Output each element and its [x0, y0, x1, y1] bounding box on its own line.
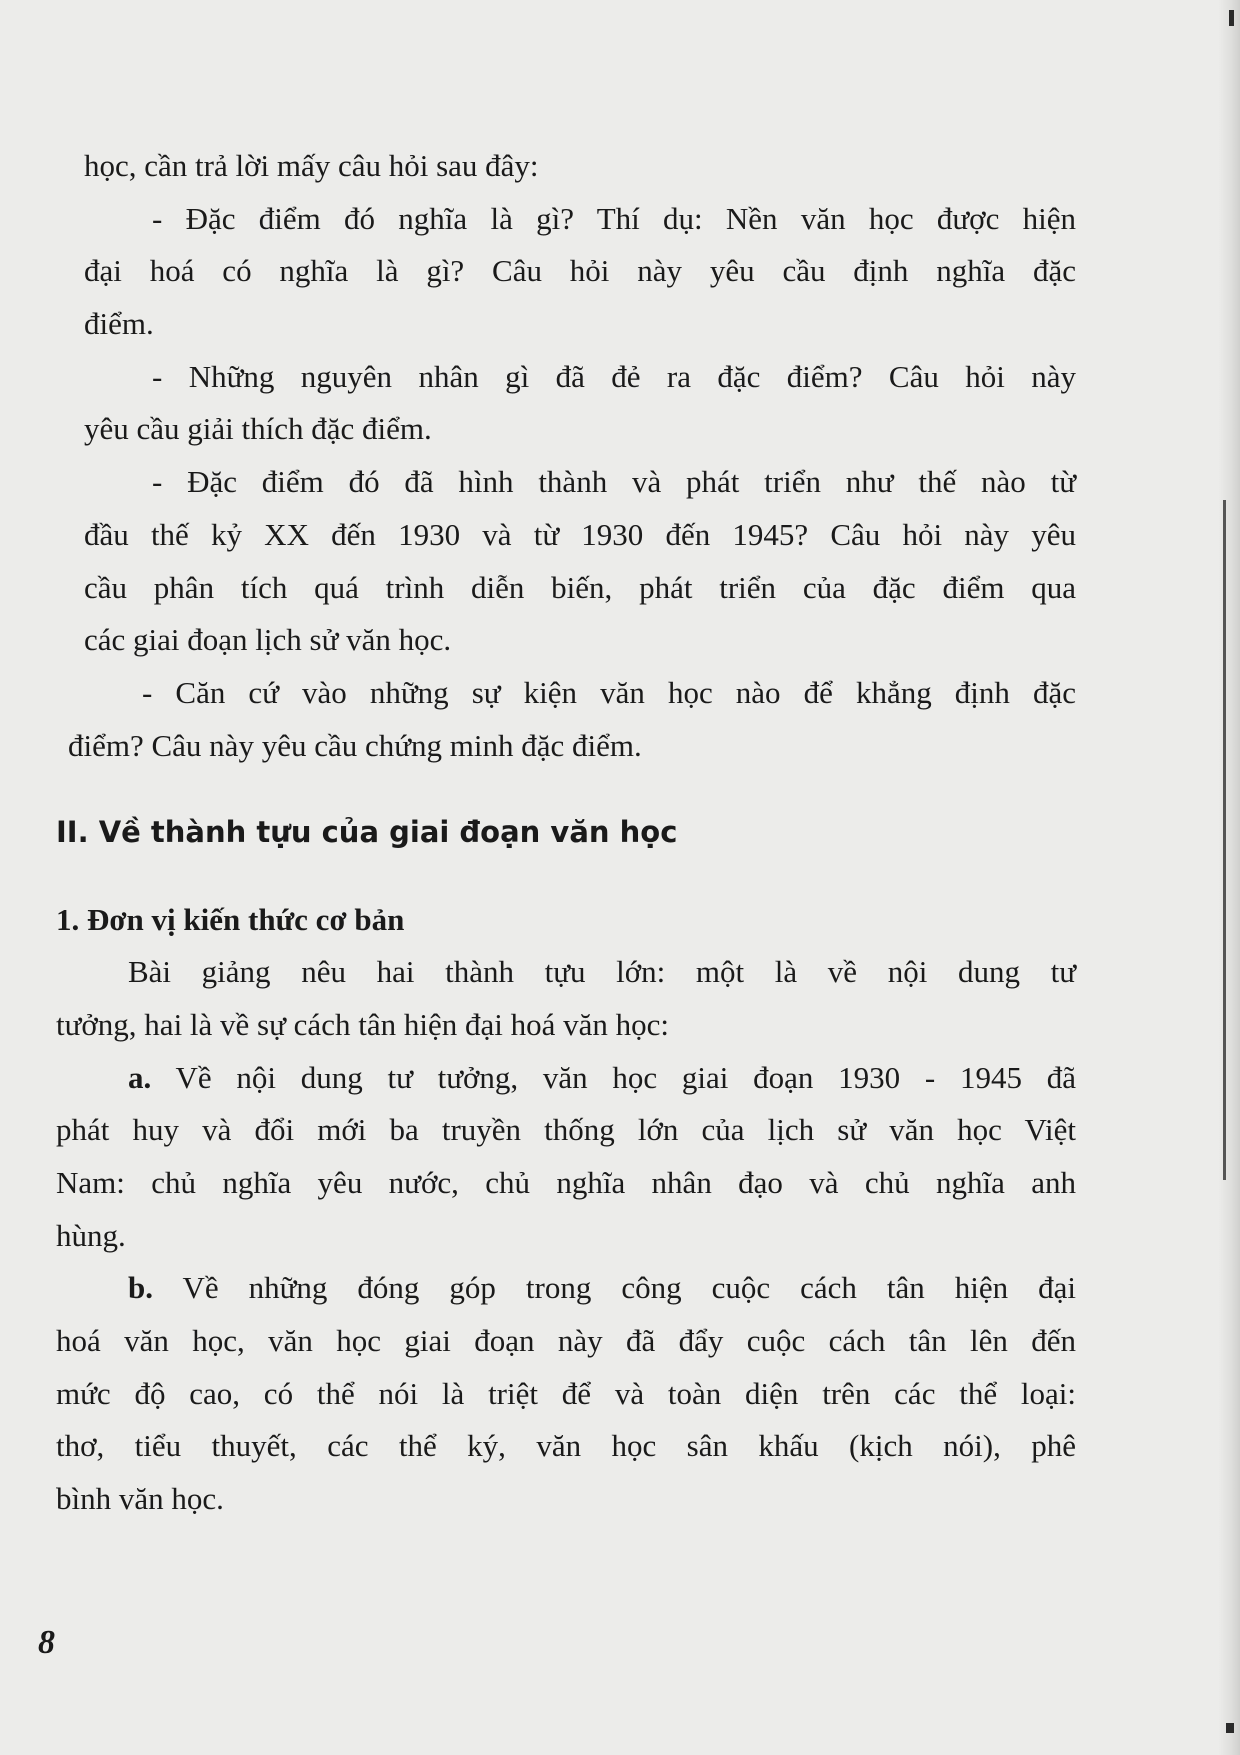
- paragraph-line: - Đặc điểm đó đã hình thành và phát triển như thế nào từ: [152, 464, 1076, 500]
- paragraph-line: Bài giảng nêu hai thành tựu lớn: một là về nội dung tư: [128, 954, 1076, 990]
- paragraph-line: học, cần trả lời mấy câu hỏi sau đây:: [84, 148, 539, 183]
- paragraph-line: thơ, tiểu thuyết, các thể ký, văn học sân khấu (kịch nói), phê: [56, 1428, 1076, 1464]
- paragraph-line: tưởng, hai là về sự cách tân hiện đại hoá văn học:: [56, 1006, 669, 1042]
- subsection-heading: 1. Đơn vị kiến thức cơ bản: [56, 902, 405, 938]
- paragraph-line: các giai đoạn lịch sử văn học.: [84, 622, 452, 658]
- point-b-marker: b.: [128, 1270, 153, 1306]
- paragraph-line: bình văn học.: [56, 1481, 224, 1517]
- paragraph-line: hoá văn học, văn học giai đoạn này đã đẩy cuộc cách tân lên đến: [56, 1323, 1076, 1359]
- scan-edge-mark-top: [1229, 10, 1234, 26]
- paragraph-line: - Căn cứ vào những sự kiện văn học nào để khẳng định đặc: [142, 674, 1076, 710]
- paragraph-line: cầu phân tích quá trình diễn biến, phát triển của đặc điểm qua: [84, 569, 1076, 605]
- page-edge-shadow: [1218, 0, 1240, 1755]
- section-heading: II. Về thành tựu của giai đoạn văn học: [56, 815, 678, 850]
- paragraph-line: điểm.: [84, 306, 154, 342]
- paragraph-line: đầu thế kỷ XX đến 1930 và từ 1930 đến 1945? Câu hỏi này yêu: [84, 516, 1076, 552]
- paragraph-line: phát huy và đổi mới ba truyền thống lớn của lịch sử văn học Việt: [56, 1112, 1076, 1148]
- point-a-text: Về nội dung tư tưởng, văn học giai đoạn 1930 - 1945 đã: [175, 1059, 1077, 1095]
- scan-edge-mark-middle: [1223, 500, 1226, 1180]
- paragraph-line: Nam: chủ nghĩa yêu nước, chủ nghĩa nhân đạo và chủ nghĩa anh: [56, 1165, 1076, 1200]
- page-number: 8: [38, 1624, 55, 1661]
- paragraph-line: hùng.: [56, 1217, 126, 1253]
- point-b-line: [56, 1262, 1076, 1315]
- point-a-line: [56, 1052, 1076, 1105]
- paragraph-line: đại hoá có nghĩa là gì? Câu hỏi này yêu cầu định nghĩa đặc: [84, 253, 1076, 289]
- paragraph-line: điểm? Câu này yêu cầu chứng minh đặc điểm.: [68, 727, 642, 763]
- scan-edge-mark-bottom: [1226, 1723, 1234, 1733]
- paragraph-line: - Những nguyên nhân gì đã đẻ ra đặc điểm? Câu hỏi này: [152, 358, 1076, 394]
- paragraph-line: - Đặc điểm đó nghĩa là gì? Thí dụ: Nền văn học được hiện: [152, 200, 1076, 236]
- paragraph-line: mức độ cao, có thể nói là triệt để và toàn diện trên các thể loại:: [56, 1375, 1076, 1411]
- point-a-marker: a.: [128, 1059, 152, 1095]
- page-text: [56, 140, 1076, 1526]
- paragraph-line: yêu cầu giải thích đặc điểm.: [84, 411, 432, 447]
- point-b-text: Về những đóng góp trong công cuộc cách tân hiện đại: [182, 1270, 1076, 1306]
